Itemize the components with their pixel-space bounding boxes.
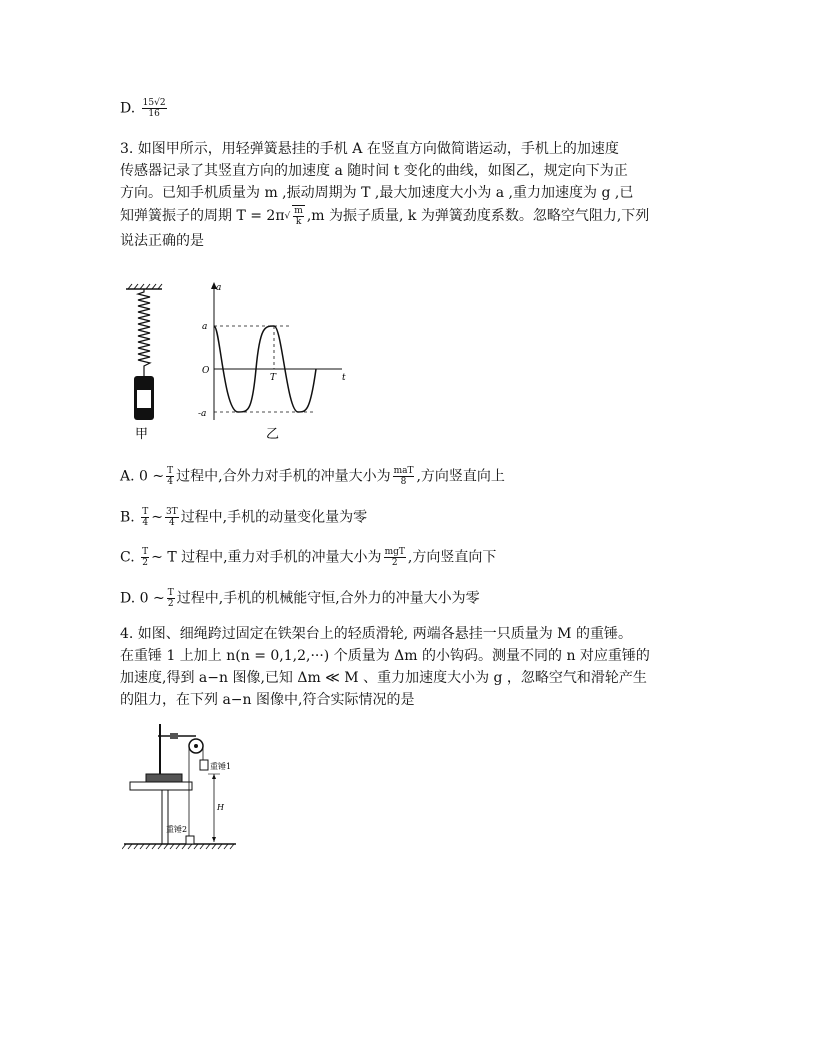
q4-line-4: 的阻力，在下列 a−n 图像中,符合实际情况的是 — [120, 692, 415, 708]
fraction-numerator: 15√2 — [142, 98, 166, 108]
acceleration-graph — [198, 282, 346, 420]
ground — [122, 844, 236, 849]
fraction-denominator: 16 — [148, 109, 160, 119]
frac-den: 2 — [142, 558, 148, 568]
sqrt-symbol: √ $\frac{m}{k}$ — [284, 206, 303, 227]
option-d-label: D. — [120, 590, 136, 607]
q4-line-1: 4. 如图、细绳跨过固定在铁架台上的轻质滑轮, 两端各悬挂一只质量为 M 的重锤。 — [120, 626, 632, 642]
option-a-frac2 — [393, 466, 415, 487]
option-a-post: ,方向竖直向上 — [416, 468, 505, 485]
tick-T-label: T — [270, 373, 277, 383]
q3-line-2: 传感器记录了其竖直方向的加速度 a 随时间 t 变化的曲线，如图乙，规定向下为正 — [120, 163, 628, 179]
radicand-den: k — [295, 217, 302, 227]
option-b-frac1 — [141, 507, 149, 528]
figure-label-yi: 乙 — [266, 427, 280, 440]
tick-neg-a-label: -a — [198, 409, 207, 419]
option-b-post: 过程中,手机的动量变化量为零 — [180, 509, 368, 526]
q3-option-c — [120, 547, 496, 568]
q3-option-d — [120, 588, 480, 609]
ceiling-mount — [126, 284, 162, 289]
frac-num: T — [167, 466, 174, 476]
q3-option-a — [120, 466, 505, 487]
radicand-num: m — [294, 206, 303, 216]
option-b-sep: ~ — [151, 509, 163, 526]
weight-1 — [200, 760, 208, 770]
frac-den: 4 — [142, 518, 149, 528]
option-a-label: A. — [120, 468, 135, 485]
q3-line-5: 说法正确的是 — [120, 233, 204, 249]
frac-den: 2 — [391, 558, 398, 568]
height-label: H — [217, 803, 224, 812]
q4-line-3: 加速度,得到 a−n 图像,已知 Δm ≪ M 、重力加速度大小为 g ，忽略空气和滑轮产生 — [120, 670, 647, 686]
q4-line-2: 在重锤 1 上加上 n(n = 0,1,2,···) 个质量为 Δm 的小钩码。测量不同的 n 对应重锤的 — [120, 648, 650, 664]
weight-2 — [186, 836, 194, 844]
option-d-post: 过程中,手机的机械能守恒,合外力的冲量大小为零 — [176, 590, 480, 607]
option-c-label: C. — [120, 549, 135, 566]
tick-a-label: a — [202, 322, 208, 332]
option-c-post: ,方向竖直向下 — [407, 549, 497, 566]
option-d-pre: 0 ~ — [139, 590, 165, 607]
spring — [138, 289, 150, 376]
tick-origin-label: O — [202, 366, 210, 376]
prev-option-d — [120, 98, 169, 119]
q3-line-1: 3. 如图甲所示，用轻弹簧悬挂的手机 A 在竖直方向做简谐运动，手机上的加速度 — [120, 141, 619, 157]
table — [130, 782, 192, 844]
frac-num: T — [142, 507, 149, 517]
iron-stand — [146, 724, 196, 782]
option-c-frac2 — [384, 547, 406, 568]
q3-line-4 — [120, 205, 649, 227]
option-c-mid: ~ T 过程中,重力对手机的冲量大小为 — [151, 549, 382, 566]
sqrt-radicand — [292, 205, 305, 227]
q3-option-b — [120, 507, 367, 528]
weight-1-label: 重锤1 — [210, 762, 232, 771]
frac-num: mgT — [384, 547, 405, 557]
prev-option-d-fraction — [142, 98, 167, 119]
frac-den: 4 — [168, 518, 175, 528]
q3-line-3: 方向。已知手机质量为 m ,振动周期为 T ,最大加速度大小为 a ,重力加速度为 g ,已 — [120, 185, 634, 201]
q3-line-4-post: ,m 为振子质量, k 为弹簧劲度系数。忽略空气阻力,下列 — [306, 208, 650, 224]
frac-num: 3T — [165, 507, 178, 517]
phone-icon — [134, 376, 154, 420]
option-c-frac1 — [141, 547, 149, 568]
option-b-label: B. — [120, 509, 135, 526]
q3-line-4-pre: 知弹簧振子的周期 T = 2π — [120, 208, 285, 224]
option-a-pre: 0 ~ — [139, 468, 165, 485]
option-a-frac1 — [166, 466, 174, 487]
axis-t-label: t — [342, 373, 346, 383]
axis-a-label: a — [216, 283, 222, 293]
q4-figure — [122, 720, 242, 850]
frac-num: T — [142, 547, 149, 557]
option-d-frac1 — [167, 588, 175, 609]
frac-den: 4 — [167, 477, 173, 487]
figure-label-jia: 甲 — [135, 427, 149, 440]
q3-figure — [120, 280, 350, 440]
weight-2-label: 重锤2 — [166, 825, 188, 834]
prev-option-d-label: D. — [120, 100, 136, 117]
frac-num: maT — [393, 466, 414, 476]
frac-den: 8 — [400, 477, 407, 487]
option-a-mid: 过程中,合外力对手机的冲量大小为 — [176, 468, 391, 485]
option-b-frac2 — [165, 507, 179, 528]
frac-num: T — [167, 588, 174, 598]
frac-den: 2 — [167, 599, 174, 609]
pulley-icon — [189, 739, 203, 753]
